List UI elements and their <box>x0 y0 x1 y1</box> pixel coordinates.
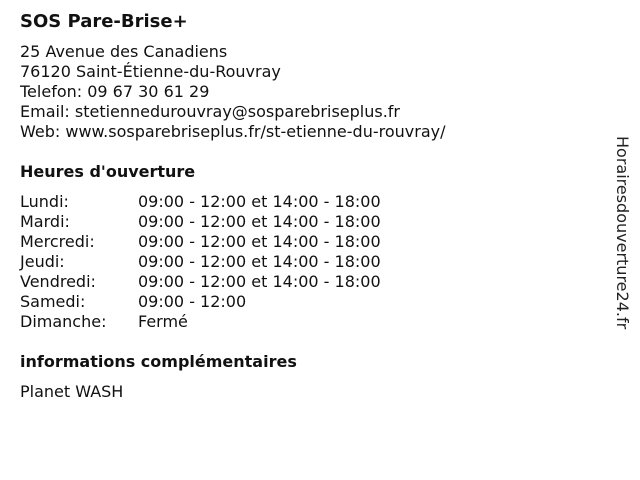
hours-row-jeudi <box>20 252 600 272</box>
day-label: Mardi: <box>20 212 70 231</box>
hours-table <box>20 192 600 332</box>
site-watermark: Horairesdouverture24.fr <box>613 136 632 330</box>
business-card <box>20 10 600 402</box>
day-hours: 09:00 - 12:00 et 14:00 - 18:00 <box>138 252 381 271</box>
day-hours: 09:00 - 12:00 et 14:00 - 18:00 <box>138 232 381 251</box>
extra-info-text: Planet WASH <box>20 382 124 401</box>
day-label: Lundi: <box>20 192 69 211</box>
day-label: Dimanche: <box>20 312 107 331</box>
day-hours: 09:00 - 12:00 et 14:00 - 18:00 <box>138 272 381 291</box>
day-label: Mercredi: <box>20 232 95 251</box>
hours-row-lundi <box>20 192 600 212</box>
business-name: SOS Pare-Brise+ <box>20 11 188 32</box>
day-hours: 09:00 - 12:00 et 14:00 - 18:00 <box>138 212 381 231</box>
day-label: Samedi: <box>20 292 86 311</box>
hours-row-mercredi <box>20 232 600 252</box>
hours-row-samedi <box>20 292 600 312</box>
day-label: Jeudi: <box>20 252 65 271</box>
address-line-1: 25 Avenue des Canadiens <box>20 42 228 61</box>
hours-row-vendredi <box>20 272 600 292</box>
web-line: Web: www.sosparebriseplus.fr/st-etienne-du-rouvray/ <box>20 122 446 141</box>
email-line: Email: stetiennedurouvray@sosparebriseplus.fr <box>20 102 401 121</box>
hours-row-dimanche <box>20 312 600 332</box>
day-hours: 09:00 - 12:00 et 14:00 - 18:00 <box>138 192 381 211</box>
extra-info-heading: informations complémentaires <box>20 352 297 371</box>
hours-row-mardi <box>20 212 600 232</box>
day-hours: 09:00 - 12:00 <box>138 292 247 311</box>
hours-heading: Heures d'ouverture <box>20 162 196 181</box>
day-hours: Fermé <box>138 312 188 331</box>
day-label: Vendredi: <box>20 272 96 291</box>
address-line-2: 76120 Saint-Étienne-du-Rouvray <box>20 62 281 81</box>
phone-line: Telefon: 09 67 30 61 29 <box>20 82 210 101</box>
